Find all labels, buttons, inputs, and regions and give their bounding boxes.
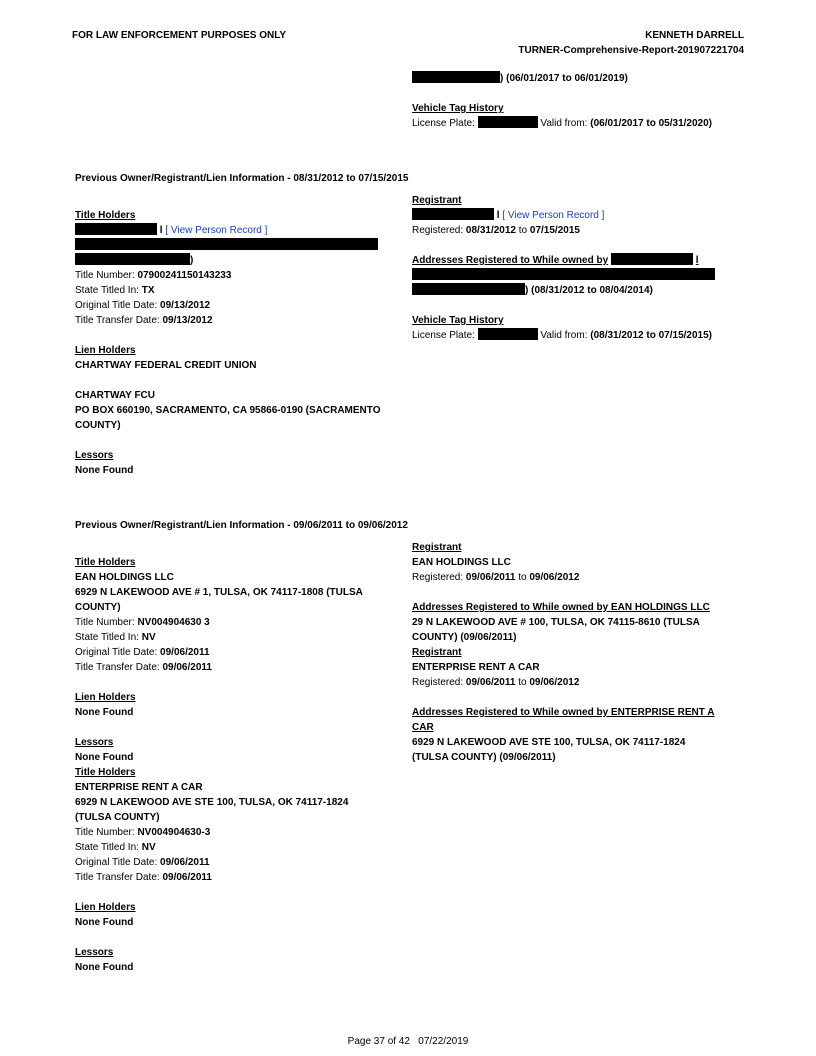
title-transfer-date: Title Transfer Date: 09/06/2011 [75,872,212,883]
registered-dates: Registered: 08/31/2012 to 07/15/2015 [412,225,580,236]
addresses-registered-heading-cont: CAR [412,722,434,733]
view-person-record-link[interactable]: [ View Person Record ] [165,225,268,236]
registered-address: COUNTY) (09/06/2011) [412,632,517,643]
registered-address: 6929 N LAKEWOOD AVE STE 100, TULSA, OK 74117-1824 [412,737,686,748]
lien-holders-value: None Found [75,917,134,928]
redaction-block [478,328,538,340]
lien-holder-address: COUNTY) [75,420,121,431]
title-transfer-date: Title Transfer Date: 09/06/2011 [75,662,212,673]
registered-address: (TULSA COUNTY) (09/06/2011) [412,752,556,763]
title-holder-address: 6929 N LAKEWOOD AVE STE 100, TULSA, OK 74117-1824 [75,797,349,808]
lien-holder-name: CHARTWAY FEDERAL CREDIT UNION [75,360,257,371]
report-header-left: FOR LAW ENFORCEMENT PURPOSES ONLY [72,30,287,41]
registrant-heading: Registrant [412,542,462,553]
registered-address: 29 N LAKEWOOD AVE # 100, TULSA, OK 74115-8610 (TULSA [412,617,700,628]
addresses-registered-heading: Addresses Registered to While owned by EAN HOLDINGS LLC [412,602,710,613]
state-titled-in: State Titled In: NV [75,842,156,853]
registrant-heading: Registrant [412,647,462,658]
license-plate-line: License Plate: Valid from: (08/31/2012 to 07/15/2015) [412,330,712,341]
report-header-right [518,28,744,58]
title-holders-heading: Title Holders [75,210,136,221]
lien-holder-name: CHARTWAY FCU [75,390,156,401]
lien-holders-value: None Found [75,707,134,718]
lessors-value: None Found [75,465,134,476]
view-person-record-link[interactable]: [ View Person Record ] [502,210,605,221]
redaction-block [611,253,693,265]
redaction-block [75,223,157,235]
report-id: TURNER-Comprehensive-Report-201907221704 [518,45,744,56]
lien-holder-address: PO BOX 660190, SACRAMENTO, CA 95866-0190 (SACRAMENTO [75,405,381,416]
print-date: 07/22/2019 [418,1036,469,1047]
redaction-block [412,208,494,220]
license-plate-line: License Plate: Valid from: (06/01/2017 to 05/31/2020) [412,118,712,129]
redaction-block [478,116,538,128]
address-dates-line: ) (06/01/2017 to 06/01/2019) [412,71,752,86]
registrant-name: EAN HOLDINGS LLC [412,557,511,568]
title-holder-name: ENTERPRISE RENT A CAR [75,782,203,793]
lessors-value: None Found [75,962,134,973]
title-holder-name: EAN HOLDINGS LLC [75,572,174,583]
section1-right [412,193,752,343]
page-footer [0,1034,816,1049]
lessors-value: None Found [75,752,134,763]
state-titled-in: State Titled In: NV [75,632,156,643]
original-title-date: Original Title Date: 09/13/2012 [75,300,211,311]
redaction-block [75,253,190,265]
addresses-registered-heading: Addresses Registered to While owned by l [412,255,699,266]
registrant-name: ENTERPRISE RENT A CAR [412,662,540,673]
registered-dates: Registered: 09/06/2011 to 09/06/2012 [412,572,580,583]
title-holder-address: (TULSA COUNTY) [75,812,160,823]
original-title-date: Original Title Date: 09/06/2011 [75,857,210,868]
section-title: Previous Owner/Registrant/Lien Information - 08/31/2012 to 07/15/2015 [75,173,409,184]
title-number: Title Number: 07900241150143233 [75,270,232,281]
registered-address-end: ) (08/31/2012 to 08/04/2014) [412,283,752,298]
lien-holders-heading: Lien Holders [75,692,136,703]
redaction-block [412,268,715,280]
lien-holders-heading: Lien Holders [75,902,136,913]
redaction-block [75,238,378,250]
page-number: Page 37 of 42 [347,1036,410,1047]
title-number: Title Number: NV004904630-3 [75,827,211,838]
registrant-heading: Registrant [412,195,462,206]
title-holder-address: 6929 N LAKEWOOD AVE # 1, TULSA, OK 74117-1808 (TULSA [75,587,363,598]
title-holder-name: l [ View Person Record ] [75,223,395,238]
addresses-registered-heading: Addresses Registered to While owned by ENTERPRISE RENT A [412,707,715,718]
section1-left [75,208,395,478]
section2-left [75,555,395,975]
subject-name: KENNETH DARRELL [645,30,744,41]
lessors-heading: Lessors [75,947,114,958]
title-holder-address [75,238,395,253]
lien-holders-heading: Lien Holders [75,345,136,356]
vehicle-tag-history-heading: Vehicle Tag History [412,103,504,114]
lessors-heading: Lessors [75,737,114,748]
title-holders-heading: Title Holders [75,557,136,568]
registered-dates: Registered: 09/06/2011 to 09/06/2012 [412,677,580,688]
section-title: Previous Owner/Registrant/Lien Information - 09/06/2011 to 09/06/2012 [75,520,408,531]
top-continuation [412,71,752,131]
registrant-name: l [ View Person Record ] [412,208,752,223]
title-number: Title Number: NV004904630 3 [75,617,210,628]
redaction-block [412,71,500,83]
registered-address [412,268,752,283]
lessors-heading: Lessors [75,450,114,461]
redaction-block [412,283,525,295]
section2-right [412,540,752,765]
original-title-date: Original Title Date: 09/06/2011 [75,647,210,658]
state-titled-in: State Titled In: TX [75,285,155,296]
title-holders-heading: Title Holders [75,767,136,778]
title-transfer-date: Title Transfer Date: 09/13/2012 [75,315,213,326]
title-holder-address: COUNTY) [75,602,121,613]
vehicle-tag-history-heading: Vehicle Tag History [412,315,504,326]
title-holder-address-end: ) [75,253,395,268]
